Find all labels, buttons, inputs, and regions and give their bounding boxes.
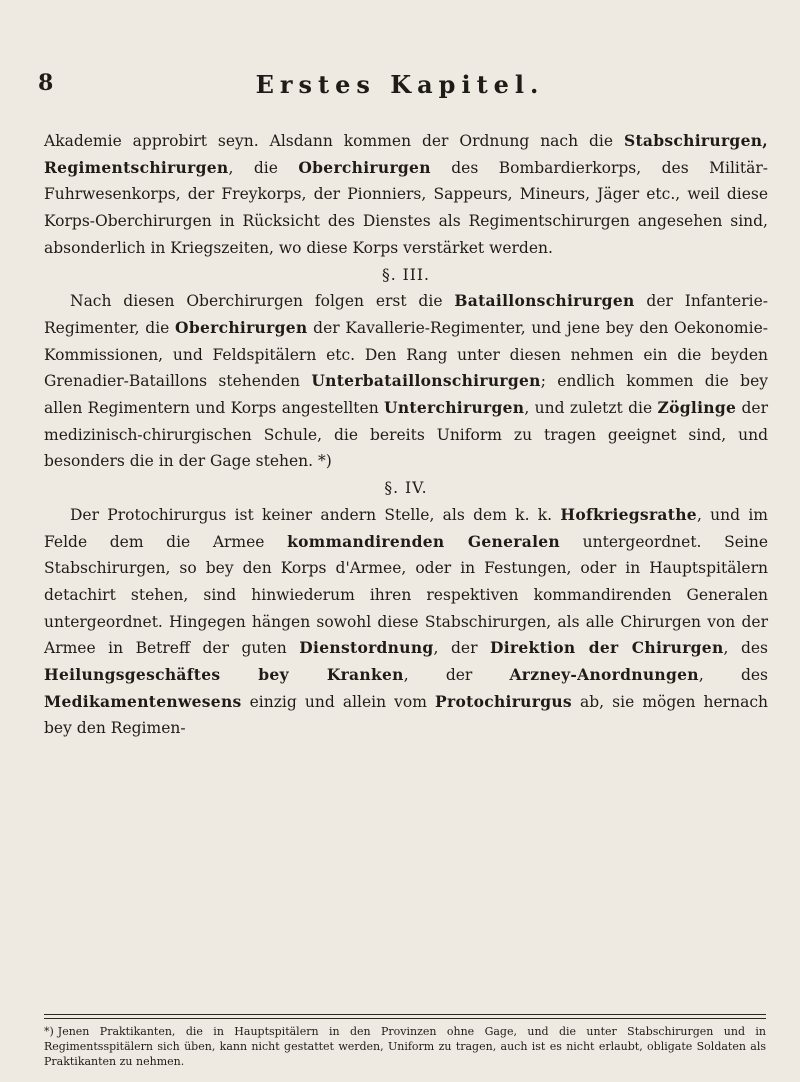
- text-run: des Bombardierkorps, des Militär-Fuhrwesenkorps, der Freykorps, der Pionniers, Sappeurs, Mineurs, Jäger etc., weil diese Korps-Oberchirurgen in Rücksicht des Dienstes als Regimentschirurgen angesehen sind, absonderlich in Kriegszeiten, wo diese Korps verstärket werden.: [44, 158, 768, 257]
- text-run: , die: [228, 158, 299, 177]
- text-run: , der: [433, 639, 490, 658]
- emphasized-term: Unterchirurgen: [384, 398, 525, 418]
- footnote: [44, 1024, 766, 1069]
- text-run: , und zuletzt die: [524, 399, 658, 418]
- footnote-mark: *): [44, 1025, 54, 1038]
- text-run: Nach diesen Oberchirurgen folgen erst die: [70, 292, 455, 311]
- page-header: [0, 70, 800, 110]
- text-run: der medizinisch-chirurgischen Schule, die bereits Uniform zu tragen geeignet sind, und besonders die in der Gage stehen. *): [44, 399, 769, 471]
- text-run: Der Protochirurgus ist keiner andern Stelle, als dem k. k.: [70, 505, 561, 524]
- emphasized-term: Protochirurgus: [435, 691, 572, 711]
- paragraph: [44, 128, 768, 262]
- body-text: [44, 128, 768, 742]
- text-run: , und im Felde dem die Armee: [44, 505, 768, 551]
- emphasized-term: kommandirenden Generalen: [287, 531, 561, 551]
- text-run: , der: [403, 666, 510, 685]
- text-run: , des: [698, 666, 769, 685]
- paragraph: [44, 502, 768, 742]
- text-run: ; endlich kommen die bey allen Regimentern und Korps angestellten: [44, 372, 768, 418]
- emphasized-term: Direktion der Chirurgen: [490, 638, 724, 658]
- running-head: Erstes Kapitel.: [255, 70, 545, 99]
- text-run: der Infanterie-Regimenter, die: [44, 292, 769, 337]
- emphasized-term: Bataillonschirurgen: [454, 291, 635, 311]
- emphasized-term: Arzney-Anordnungen: [509, 665, 699, 685]
- footnote-text: Jenen Praktikanten, die in Hauptspitälern in den Provinzen ohne Gage, und die unter Stabschirurgen und in Regimentsspitälern sich üben, kann nicht gestattet werden, Uniform zu tragen, auch ist es nicht erlaubt, obligate Soldaten als Praktikanten zu nehmen.: [44, 1025, 766, 1068]
- page-number: 8: [38, 70, 54, 96]
- section-heading: §. IV.: [384, 479, 428, 498]
- footnote-rule: [44, 1014, 766, 1015]
- paragraph: [44, 288, 768, 475]
- emphasized-term: Zöglinge: [657, 398, 737, 418]
- emphasized-term: Heilungsgeschäftes bey Kranken: [44, 665, 404, 685]
- emphasized-term: Dienstordnung: [299, 638, 434, 658]
- text-run: untergeordnet. Seine Stabschirurgen, so bey den Korps d'Armee, oder in Festungen, oder in Hauptspitälern detachirt stehen, sind hinwiederum ihren respektiven kommandirenden Generalen untergeordnet. Hingegen hängen sowohl diese Stabschirurgen, als alle Chirurgen von der Armee in Betreff der guten: [44, 532, 768, 658]
- emphasized-term: Hofkriegsrathe: [560, 504, 697, 524]
- emphasized-term: Stabschirurgen, Regimentschirurgen: [44, 131, 768, 177]
- emphasized-term: Medikamentenwesens: [44, 691, 242, 711]
- text-run: ab, sie mögen hernach bey den Regimen-: [44, 692, 768, 738]
- emphasized-term: Oberchirurgen: [298, 157, 431, 177]
- section-heading: §. III.: [382, 265, 430, 284]
- text-run: Akademie approbirt seyn. Alsdann kommen der Ordnung nach die: [44, 132, 624, 150]
- text-run: , des: [723, 639, 769, 658]
- footnote-rule-thin: [44, 1018, 766, 1019]
- text-run: einzig und allein vom: [241, 692, 436, 711]
- text-run: der Kavallerie-Regimenter, und jene bey den Oekonomie-Kommissionen, und Feldspitälern etc. Den Rang unter diesen nehmen ein die beyden Grenadier-Bataillons stehenden: [44, 318, 768, 391]
- emphasized-term: Unterbataillonschirurgen: [311, 371, 541, 391]
- emphasized-term: Oberchirurgen: [175, 317, 308, 337]
